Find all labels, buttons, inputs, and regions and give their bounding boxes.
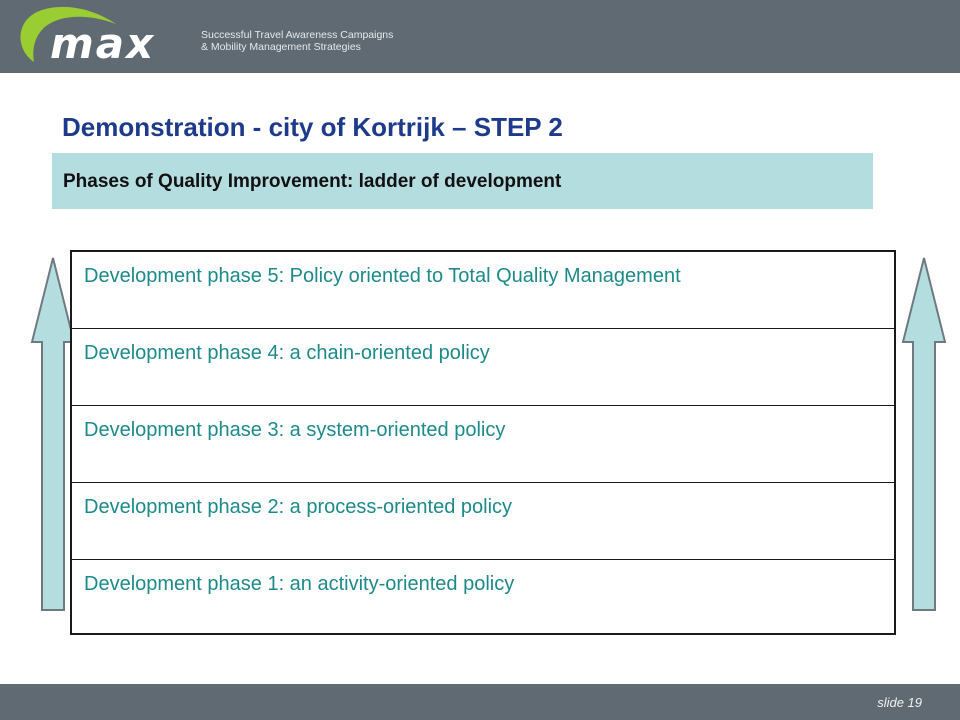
- up-arrow-icon: [901, 256, 947, 612]
- phase-row-3: [72, 406, 894, 483]
- phase-label: Development phase 2: a process-oriented policy: [84, 496, 513, 518]
- phase-row-2: [72, 483, 894, 560]
- header-bar: [0, 0, 960, 73]
- tagline-line-2: & Mobility Management Strategies: [201, 41, 361, 53]
- phase-row-4: [72, 329, 894, 406]
- max-logo: [12, 2, 202, 70]
- tagline: [201, 29, 393, 53]
- phase-row-5: [72, 252, 894, 329]
- slide-title: Demonstration - city of Kortrijk – STEP 2: [62, 112, 563, 142]
- tagline-line-1: Successful Travel Awareness Campaigns: [201, 29, 394, 41]
- phase-label: Development phase 5: Policy oriented to Total Quality Management: [84, 265, 681, 287]
- slide-number: slide 19: [877, 695, 922, 710]
- phase-row-1: [72, 560, 894, 637]
- footer-bar: [0, 684, 960, 720]
- phase-label: Development phase 1: an activity-oriented policy: [84, 573, 515, 595]
- logo-text: max: [50, 19, 156, 68]
- subtitle-box: [52, 153, 873, 209]
- phase-ladder-table: [70, 250, 896, 635]
- phase-label: Development phase 3: a system-oriented policy: [84, 419, 506, 441]
- phase-label: Development phase 4: a chain-oriented policy: [84, 342, 490, 364]
- subtitle: Phases of Quality Improvement: ladder of development: [63, 171, 562, 192]
